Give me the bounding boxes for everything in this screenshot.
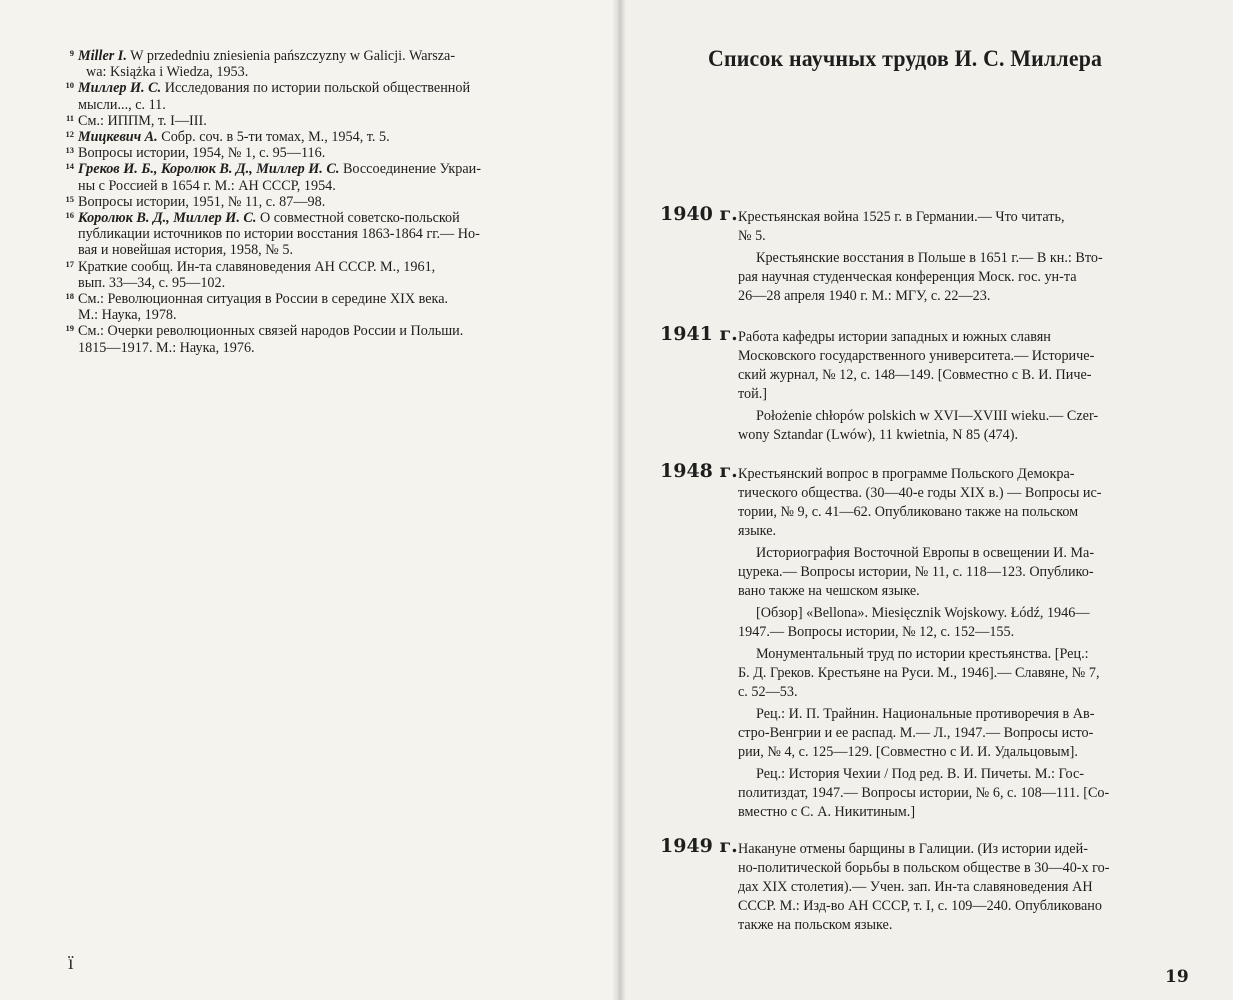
bibliography-entry — [738, 328, 1206, 404]
footnote-12 — [56, 129, 596, 145]
entry-line: 1947.— Вопросы истории, № 12, с. 152—155. — [738, 624, 1015, 640]
footnote-15 — [56, 194, 596, 210]
book-gutter — [612, 0, 626, 1000]
entry-line: Крестьянские восстания в Польше в 1651 г.— В кн.: Вто- — [756, 250, 1103, 266]
entry-line: СССР. М.: Изд-во АН СССР, т. I, с. 109—240. Опубликовано — [738, 898, 1102, 914]
entry-line: политиздат, 1947.— Вопросы истории, № 6, с. 108—111. [Со- — [738, 785, 1110, 801]
year-label: 1940 г. — [660, 203, 738, 225]
entry-line: ский журнал, № 12, с. 148—149. [Совместно с В. И. Пиче- — [738, 367, 1092, 383]
footnote-line: Греков И. Б., Королюк В. Д., Миллер И. С. Воссоединение Украи- — [78, 161, 481, 178]
entry-line: но-политической борьбы в польском обществе в 30—40-х го- — [738, 860, 1110, 876]
footnote-line: вая и новейшая история, 1958, № 5. — [78, 242, 294, 259]
year-block — [660, 203, 1206, 306]
footnote-line: См.: ИППМ, т. I—III. — [78, 112, 207, 129]
footnote-line: 1815—1917. М.: Наука, 1976. — [78, 339, 255, 356]
footnote-number: 11 — [65, 112, 74, 123]
entry-line: Историография Восточной Европы в освещении И. Ма- — [756, 545, 1095, 561]
footnote-16 — [56, 210, 596, 259]
entry-line: 26—28 апреля 1940 г. М.: МГУ, с. 22—23. — [738, 288, 991, 304]
footnote-number: 14 — [65, 161, 74, 172]
footnote-11 — [56, 113, 596, 129]
bibliography-entry — [738, 544, 1206, 601]
footnote-number: 9 — [69, 48, 74, 58]
entry-line: тического общества. (30—40-е годы XIX в.) — Вопросы ис- — [738, 485, 1102, 501]
footnote-line: Королюк В. Д., Миллер И. С. О совместной советско-польской — [78, 210, 460, 227]
entry-line: также на польском языке. — [738, 917, 893, 933]
year-label: 1949 г. — [660, 835, 738, 857]
bibliography-list — [660, 203, 1206, 935]
margin-mark: ї — [68, 952, 74, 974]
bibliography-entry — [738, 765, 1206, 822]
footnote-10 — [56, 80, 596, 112]
footnote-number: 15 — [65, 193, 74, 204]
entry-line: Московского государственного университета.— Историче- — [738, 348, 1095, 364]
footnote-line: Краткие сообщ. Ин-та славяноведения АН СССР. М., 1961, — [78, 258, 436, 275]
entry-line: Рец.: И. П. Трайнин. Национальные противоречия в Ав- — [756, 706, 1095, 722]
entry-line: вместно с С. А. Никитиным.] — [738, 804, 916, 820]
footnote-number: 18 — [65, 291, 74, 302]
entry-line: Крестьянская война 1525 г. в Германии.— Что читать, — [738, 209, 1065, 225]
entry-line: Накануне отмены барщины в Галиции. (Из истории идей- — [738, 841, 1088, 857]
footnote-number: 16 — [65, 210, 74, 221]
entry-line: Работа кафедры истории западных и южных славян — [738, 329, 1051, 345]
footnote-line: См.: Очерки революционных связей народов России и Польши. — [78, 323, 464, 340]
footnote-line: М.: Наука, 1978. — [78, 307, 177, 324]
footnote-line: См.: Революционная ситуация в России в середине XIX века. — [78, 291, 449, 308]
bibliography-entry — [738, 645, 1206, 702]
year-label: 1948 г. — [660, 460, 738, 482]
bibliography-entry — [738, 208, 1206, 246]
footnote-number: 10 — [65, 80, 74, 91]
footnote-14 — [56, 161, 596, 193]
entry-line: вано также на чешском языке. — [738, 583, 920, 599]
footnote-number: 19 — [65, 323, 74, 334]
entry-line: рии, № 4, с. 125—129. [Совместно с И. И. Удальцовым]. — [738, 744, 1078, 760]
bibliography-entry — [738, 465, 1206, 541]
footnote-number: 13 — [65, 145, 74, 156]
year-block — [660, 460, 1206, 822]
entry-line: дах XIX столетия).— Учен. зап. Ин-та славяноведения АН — [738, 879, 1093, 895]
footnote-line: публикации источников по истории восстания 1863-1864 гг.— Но- — [78, 226, 480, 243]
footnote-19 — [56, 323, 596, 355]
footnote-18 — [56, 291, 596, 323]
entry-line: тории, № 9, с. 41—62. Опубликовано также на польском — [738, 504, 1079, 520]
footnote-line: ны с Россией в 1654 г. М.: АН СССР, 1954. — [78, 177, 336, 194]
entry-line: рая научная студенческая конференция Моск. гос. ун-та — [738, 269, 1077, 285]
page-number: 19 — [1165, 967, 1189, 987]
footnote-line: Вопросы истории, 1954, № 1, с. 95—116. — [78, 145, 326, 162]
entry-line: Położenie chłopów polskich w XVI—XVIII wieku.— Czer- — [756, 408, 1099, 424]
bibliography-entry — [738, 407, 1206, 445]
footnote-line: мысли..., с. 11. — [78, 96, 166, 113]
entry-line: № 5. — [738, 228, 766, 244]
footnote-line: Miller I. W przededniu zniesienia pańszczyzny w Galicji. Warsza- — [78, 48, 456, 64]
footnote-line: Мицкевич А. Собр. соч. в 5-ти томах, М., 1954, т. 5. — [78, 129, 390, 146]
bibliography-entry — [738, 249, 1206, 306]
entry-line: wony Sztandar (Lwów), 11 kwietnia, N 85 (474). — [738, 427, 1019, 443]
year-block — [660, 323, 1206, 445]
footnote-number: 12 — [65, 129, 74, 140]
bibliography-entry — [738, 604, 1206, 642]
entry-line: Крестьянский вопрос в программе Польского Демокра- — [738, 466, 1075, 482]
entry-line: [Обзор] «Bellona». Miesięcznik Wojskowy. Łódź, 1946— — [756, 605, 1090, 621]
footnotes-list — [56, 48, 596, 356]
bibliography-entry — [738, 840, 1206, 935]
entry-line: той.] — [738, 386, 767, 402]
entry-line: Монументальный труд по истории крестьянства. [Рец.: — [756, 646, 1089, 662]
footnote-line: вып. 33—34, с. 95—102. — [78, 274, 226, 291]
footnote-line: Вопросы истории, 1951, № 11, с. 87—98. — [78, 193, 326, 210]
footnote-line: wa: Książka i Wiedza, 1953. — [86, 64, 249, 81]
entry-line: с. 52—53. — [738, 684, 798, 700]
entry-line: Б. Д. Греков. Крестьяне на Руси. М., 1946].— Славяне, № 7, — [738, 665, 1100, 681]
entry-line: цурека.— Вопросы истории, № 11, с. 118—123. Опублико- — [738, 564, 1094, 580]
footnote-number: 17 — [65, 258, 74, 269]
entry-line: Рец.: История Чехии / Под ред. В. И. Пичеты. М.: Гос- — [756, 766, 1084, 782]
entry-line: языке. — [738, 523, 777, 539]
page-title: Список научных трудов И. С. Миллера — [708, 46, 1103, 72]
entry-line: стро-Венгрии и ее распад. М.— Л., 1947.— Вопросы исто- — [738, 725, 1094, 741]
footnote-13 — [56, 145, 596, 161]
bibliography-entry — [738, 705, 1206, 762]
footnote-9 — [56, 48, 596, 80]
year-label: 1941 г. — [660, 323, 738, 345]
footnote-line: Миллер И. С. Исследования по истории польской общественной — [78, 80, 471, 97]
year-block — [660, 835, 1206, 935]
footnote-17 — [56, 259, 596, 291]
